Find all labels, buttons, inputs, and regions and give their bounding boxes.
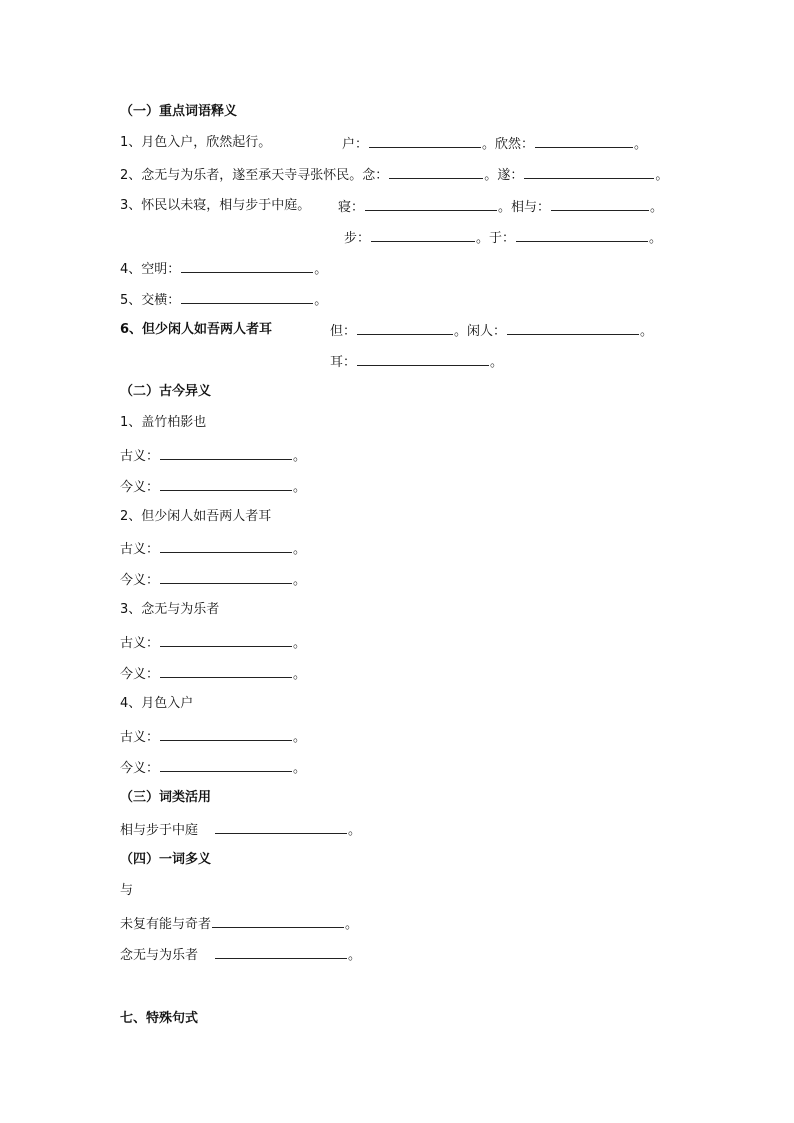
group-2-phrase: 2、但少闲人如吾两人者耳 xyxy=(120,509,272,524)
answer-blank[interactable] xyxy=(357,351,489,366)
item-4: 4、空明： 。 xyxy=(120,258,327,278)
section-3-item: 相与步于中庭 。 xyxy=(120,819,361,839)
gloss-term: 步： xyxy=(344,231,371,246)
item-3b-gloss: 步： 。于： 。 xyxy=(344,227,662,247)
gloss-term: 闲人： xyxy=(467,324,507,339)
gloss-term: 于： xyxy=(489,231,516,246)
answer-blank[interactable] xyxy=(160,632,292,647)
answer-blank[interactable] xyxy=(160,726,292,741)
item-5: 5、交横： 。 xyxy=(120,289,327,309)
answer-blank[interactable] xyxy=(212,913,344,928)
item-1-gloss: 户： 。欣然： 。 xyxy=(342,133,647,153)
answer-blank[interactable] xyxy=(389,164,483,179)
gloss-term: 但： xyxy=(330,324,357,339)
section-2-title: （二）古今异义 xyxy=(120,384,212,399)
section-7-title: 七、特殊句式 xyxy=(120,1011,199,1026)
group-3-ancient: 古义： 。 xyxy=(120,632,306,652)
group-3-modern: 今义： 。 xyxy=(120,663,306,683)
answer-blank[interactable] xyxy=(215,944,347,959)
group-4-phrase: 4、月色入户 xyxy=(120,696,194,711)
gloss-term: 相与： xyxy=(511,200,551,215)
answer-blank[interactable] xyxy=(369,133,481,148)
group-1-phrase: 1、盖竹柏影也 xyxy=(120,415,207,430)
item-3-text: 3、怀民以未寝，相与步于中庭。 xyxy=(120,198,311,213)
answer-blank[interactable] xyxy=(160,663,292,678)
answer-blank[interactable] xyxy=(551,196,649,211)
answer-blank[interactable] xyxy=(535,133,633,148)
gloss-term: 户： xyxy=(342,137,369,152)
answer-blank[interactable] xyxy=(516,227,648,242)
gloss-term: 耳： xyxy=(330,355,357,370)
item-6-gloss: 但： 。闲人： 。 xyxy=(330,320,653,340)
group-1-ancient: 古义： 。 xyxy=(120,445,306,465)
item-1-text: 1、月色入户，欣然起行。 xyxy=(120,135,272,150)
answer-blank[interactable] xyxy=(160,538,292,553)
group-1-modern: 今义： 。 xyxy=(120,476,306,496)
section-1-title: （一）重点词语释义 xyxy=(120,104,238,119)
answer-blank[interactable] xyxy=(160,445,292,460)
answer-blank[interactable] xyxy=(371,227,475,242)
item-6-text: 6、但少闲人如吾两人者耳 xyxy=(120,322,273,337)
answer-blank[interactable] xyxy=(365,196,497,211)
answer-blank[interactable] xyxy=(181,289,313,304)
section-3-title: （三）词类活用 xyxy=(120,790,212,805)
answer-blank[interactable] xyxy=(215,819,347,834)
answer-blank[interactable] xyxy=(507,320,639,335)
item-6b-gloss: 耳： 。 xyxy=(330,351,503,371)
item-2-text: 2、念无与为乐者，遂至承天寺寻张怀民。念： 。遂： 。 xyxy=(120,164,668,184)
item-3-gloss: 寝： 。相与： 。 xyxy=(338,196,663,216)
group-2-ancient: 古义： 。 xyxy=(120,538,306,558)
gloss-term: 寝： xyxy=(338,200,365,215)
answer-blank[interactable] xyxy=(160,757,292,772)
section-4-item-2: 念无与为乐者 。 xyxy=(120,944,361,964)
section-4-item-1: 未复有能与奇者 。 xyxy=(120,913,358,933)
gloss-term: 念： xyxy=(362,168,389,183)
answer-blank[interactable] xyxy=(181,258,313,273)
section-4-title: （四）一词多义 xyxy=(120,852,212,867)
group-4-ancient: 古义： 。 xyxy=(120,726,306,746)
group-2-modern: 今义： 。 xyxy=(120,569,306,589)
answer-blank[interactable] xyxy=(160,569,292,584)
group-3-phrase: 3、念无与为乐者 xyxy=(120,602,220,617)
answer-blank[interactable] xyxy=(524,164,654,179)
answer-blank[interactable] xyxy=(357,320,453,335)
gloss-term: 欣然： xyxy=(495,137,535,152)
section-4-word: 与 xyxy=(120,883,134,898)
group-4-modern: 今义： 。 xyxy=(120,757,306,777)
gloss-term: 遂： xyxy=(497,168,524,183)
answer-blank[interactable] xyxy=(160,476,292,491)
